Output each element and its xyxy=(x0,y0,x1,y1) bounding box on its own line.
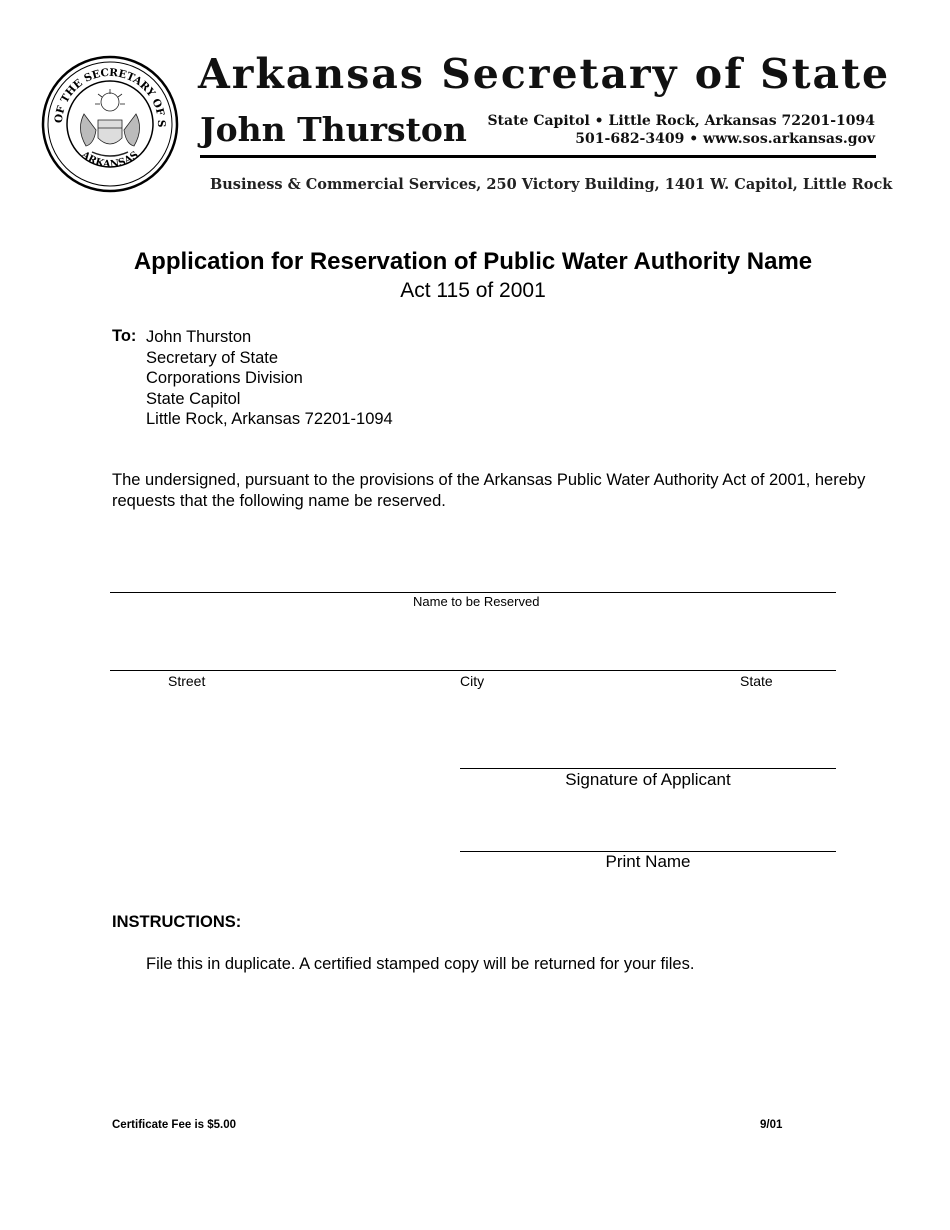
address-field[interactable] xyxy=(110,640,836,670)
addressee-line: Secretary of State xyxy=(146,348,279,367)
contact-info xyxy=(487,112,875,148)
to-label: To: xyxy=(112,327,137,345)
instructions-text: File this in duplicate. A certified stamped copy will be returned for your files. xyxy=(146,955,695,973)
signature-field[interactable] xyxy=(460,738,836,768)
contact-phone-web: 501-682-3409 • www.sos.arkansas.gov xyxy=(575,131,875,147)
seal-text: OF THE SECRETARY OF S xyxy=(52,66,168,128)
signature-field-line xyxy=(460,768,836,769)
address-field-line xyxy=(110,670,836,671)
name-caption: Name to be Reserved xyxy=(413,594,540,609)
print-name-field[interactable] xyxy=(460,821,836,851)
form-revision: 9/01 xyxy=(760,1119,783,1131)
form-title: Application for Reservation of Public Water Authority Name xyxy=(133,248,813,275)
addressee-block xyxy=(146,327,393,430)
certificate-fee: Certificate Fee is $5.00 xyxy=(112,1119,237,1131)
addressee-line: State Capitol xyxy=(146,389,241,408)
addressee-line: John Thurston xyxy=(146,328,252,346)
contact-address: State Capitol • Little Rock, Arkansas 72201-1094 xyxy=(487,113,875,129)
secretary-name: John Thurston xyxy=(200,110,467,149)
state-caption: State xyxy=(740,673,773,689)
city-caption: City xyxy=(460,673,485,689)
signature-caption: Signature of Applicant xyxy=(565,770,731,789)
street-caption: Street xyxy=(168,673,206,689)
office-name: Arkansas Secretary of State xyxy=(198,50,891,98)
addressee-line: Little Rock, Arkansas 72201-1094 xyxy=(146,410,393,428)
name-field-line xyxy=(110,592,836,593)
print-name-caption: Print Name xyxy=(605,852,691,871)
seal-icon xyxy=(40,54,180,194)
instructions-heading: INSTRUCTIONS: xyxy=(112,913,242,931)
state-seal xyxy=(40,54,180,194)
form-subtitle: Act 115 of 2001 xyxy=(400,279,546,302)
division-address: Business & Commercial Services, 250 Victory Building, 1401 W. Capitol, Little Rock xyxy=(210,176,893,193)
addressee-line: Corporations Division xyxy=(146,369,303,387)
seal-bottom-text: ARKANSAS xyxy=(79,149,141,171)
name-field[interactable] xyxy=(110,562,836,592)
header-divider xyxy=(200,155,876,158)
request-paragraph: The undersigned, pursuant to the provisions of the Arkansas Public Water Authority Act of 2001, hereby requests that the following name be reserved. xyxy=(112,471,866,510)
